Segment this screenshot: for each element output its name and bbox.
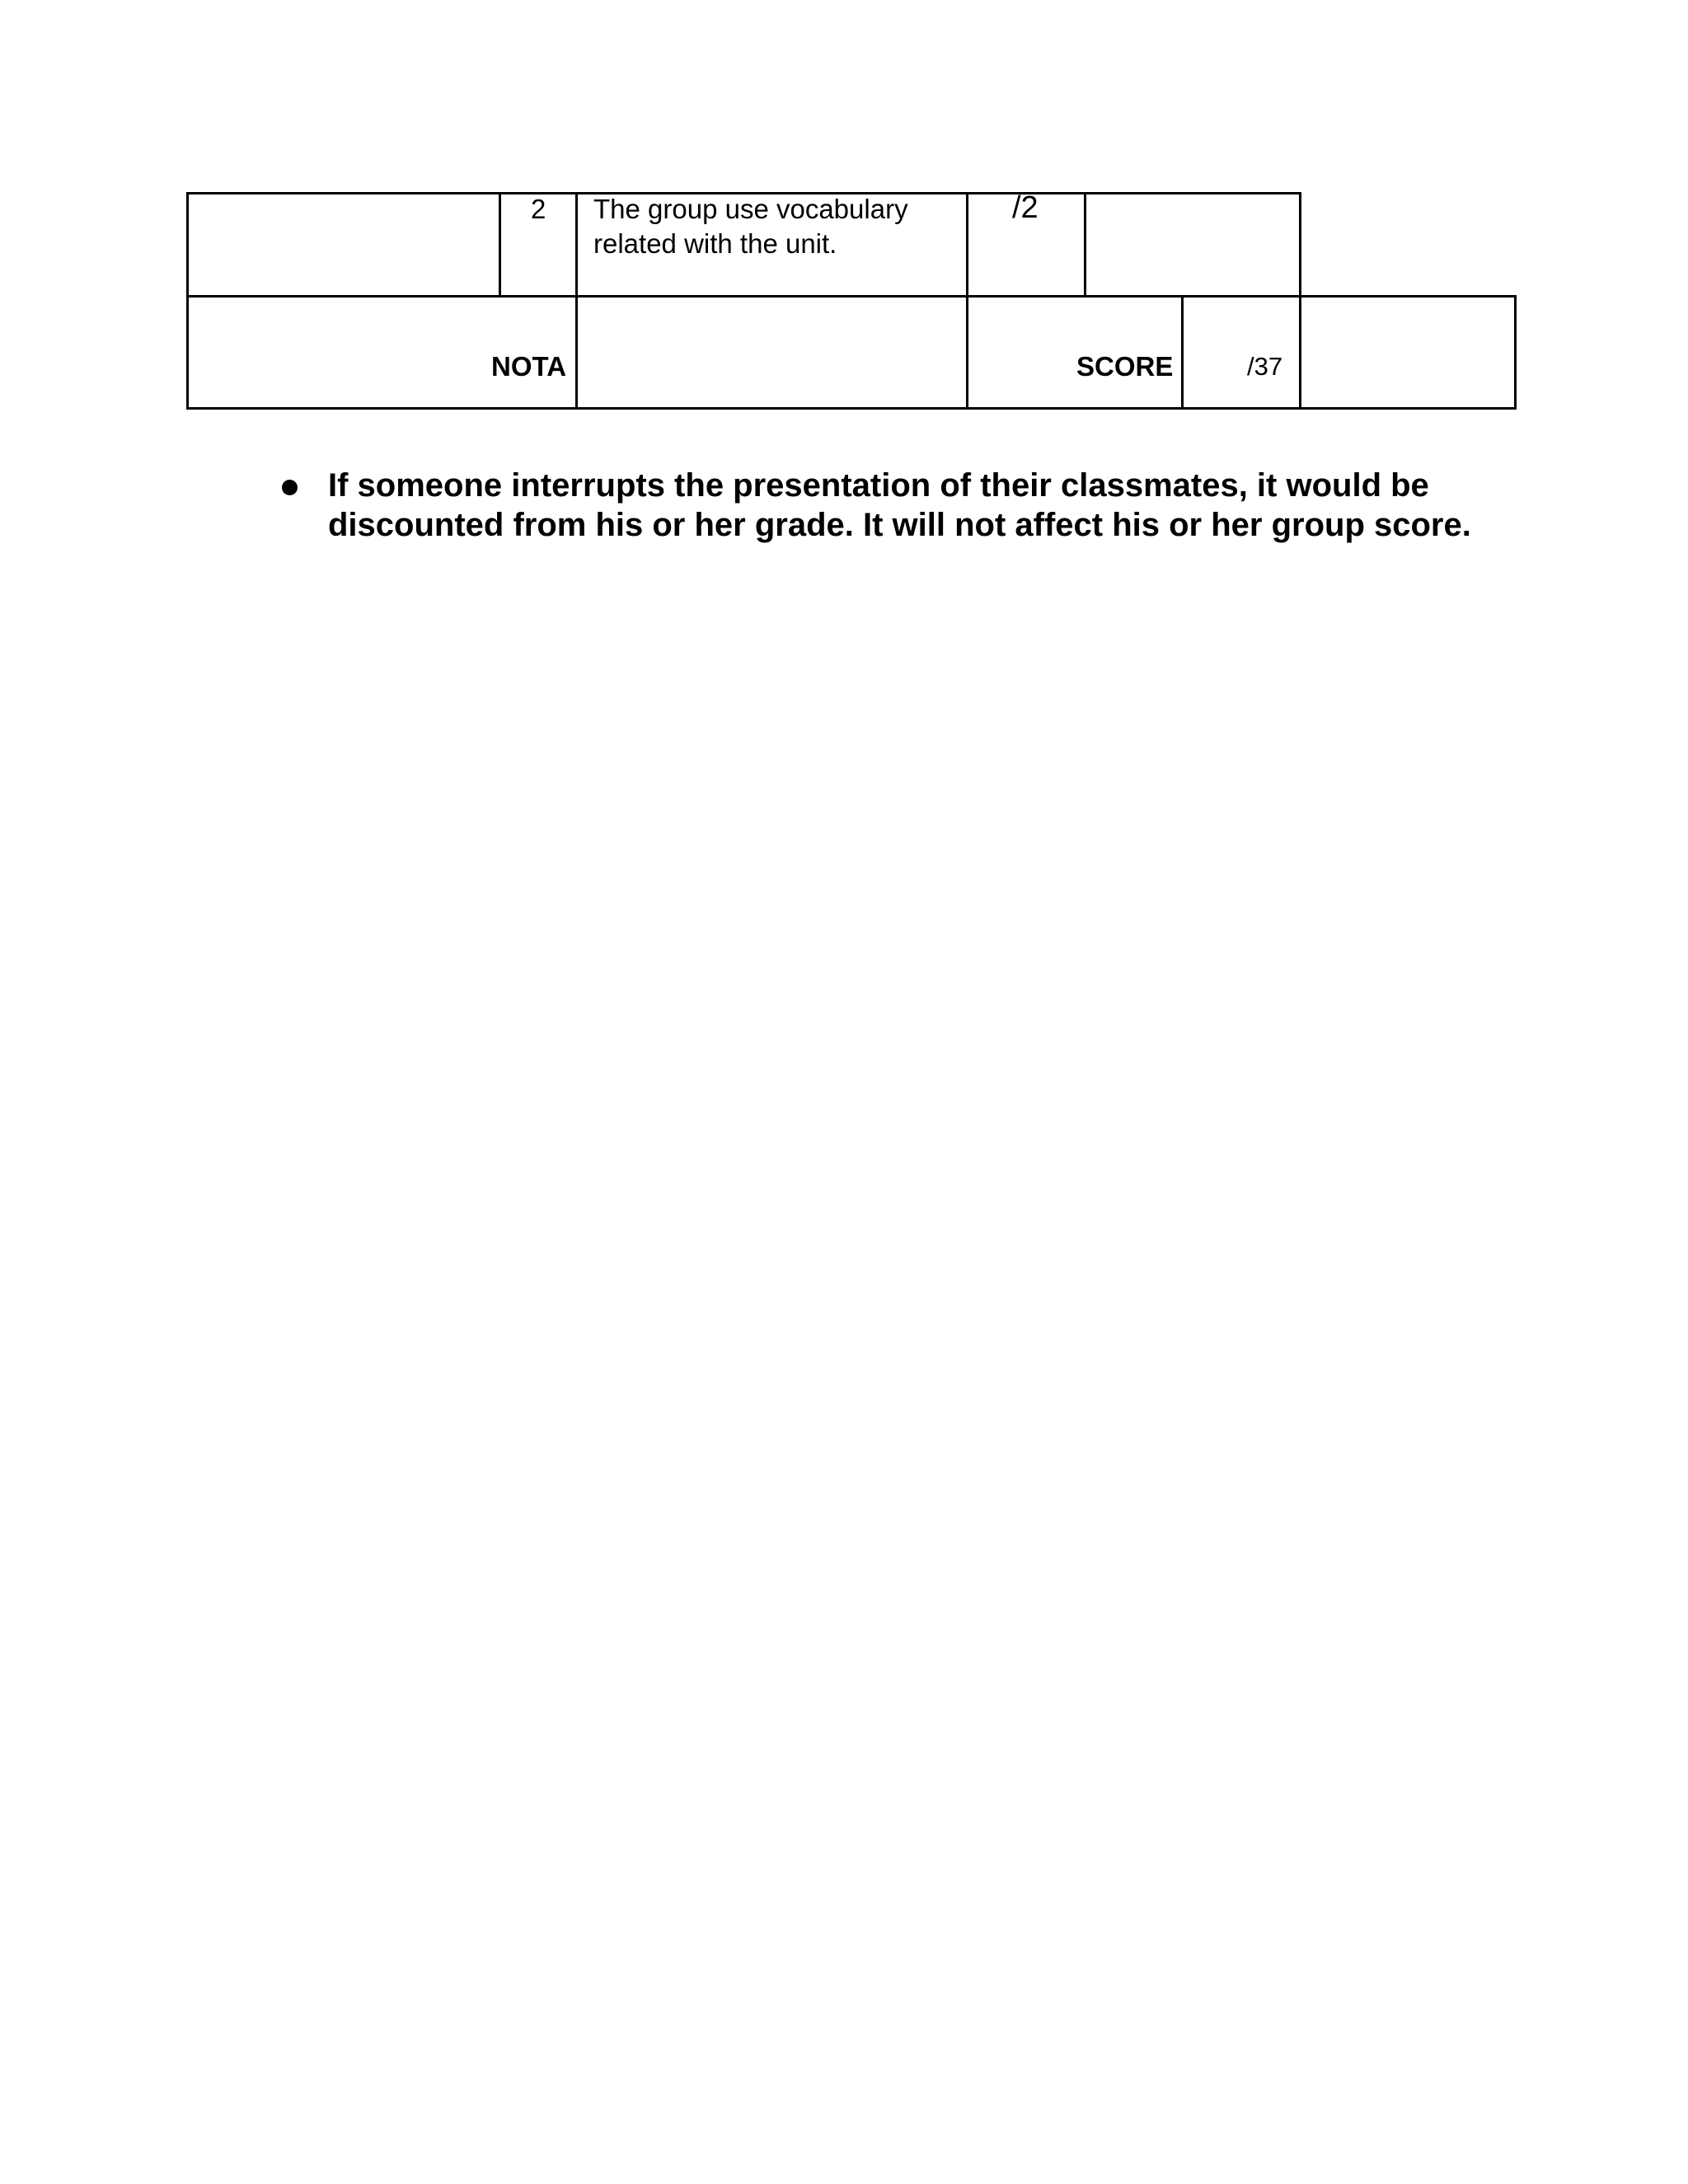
score-label: SCORE	[1076, 351, 1174, 382]
note-text: If someone interrupts the presentation of their classmates, it would be discounted from his or her grade. It will not affect his or her group score.	[328, 467, 1471, 543]
score-total-cell	[1181, 295, 1301, 410]
score-extra-cell	[1299, 295, 1517, 410]
criterion-points: 2	[531, 194, 546, 224]
nota-value-cell	[575, 295, 968, 410]
nota-label: NOTA	[491, 351, 567, 382]
criterion-description-line-2: related with the unit.	[593, 228, 837, 259]
criterion-comment-cell	[1084, 192, 1301, 298]
criterion-description-line-1: The group use vocabulary	[593, 194, 908, 224]
score-total: /37	[1247, 352, 1283, 381]
bullet-icon	[282, 480, 298, 495]
criterion-score: /2	[1012, 190, 1039, 225]
criterion-empty-cell	[186, 192, 501, 298]
